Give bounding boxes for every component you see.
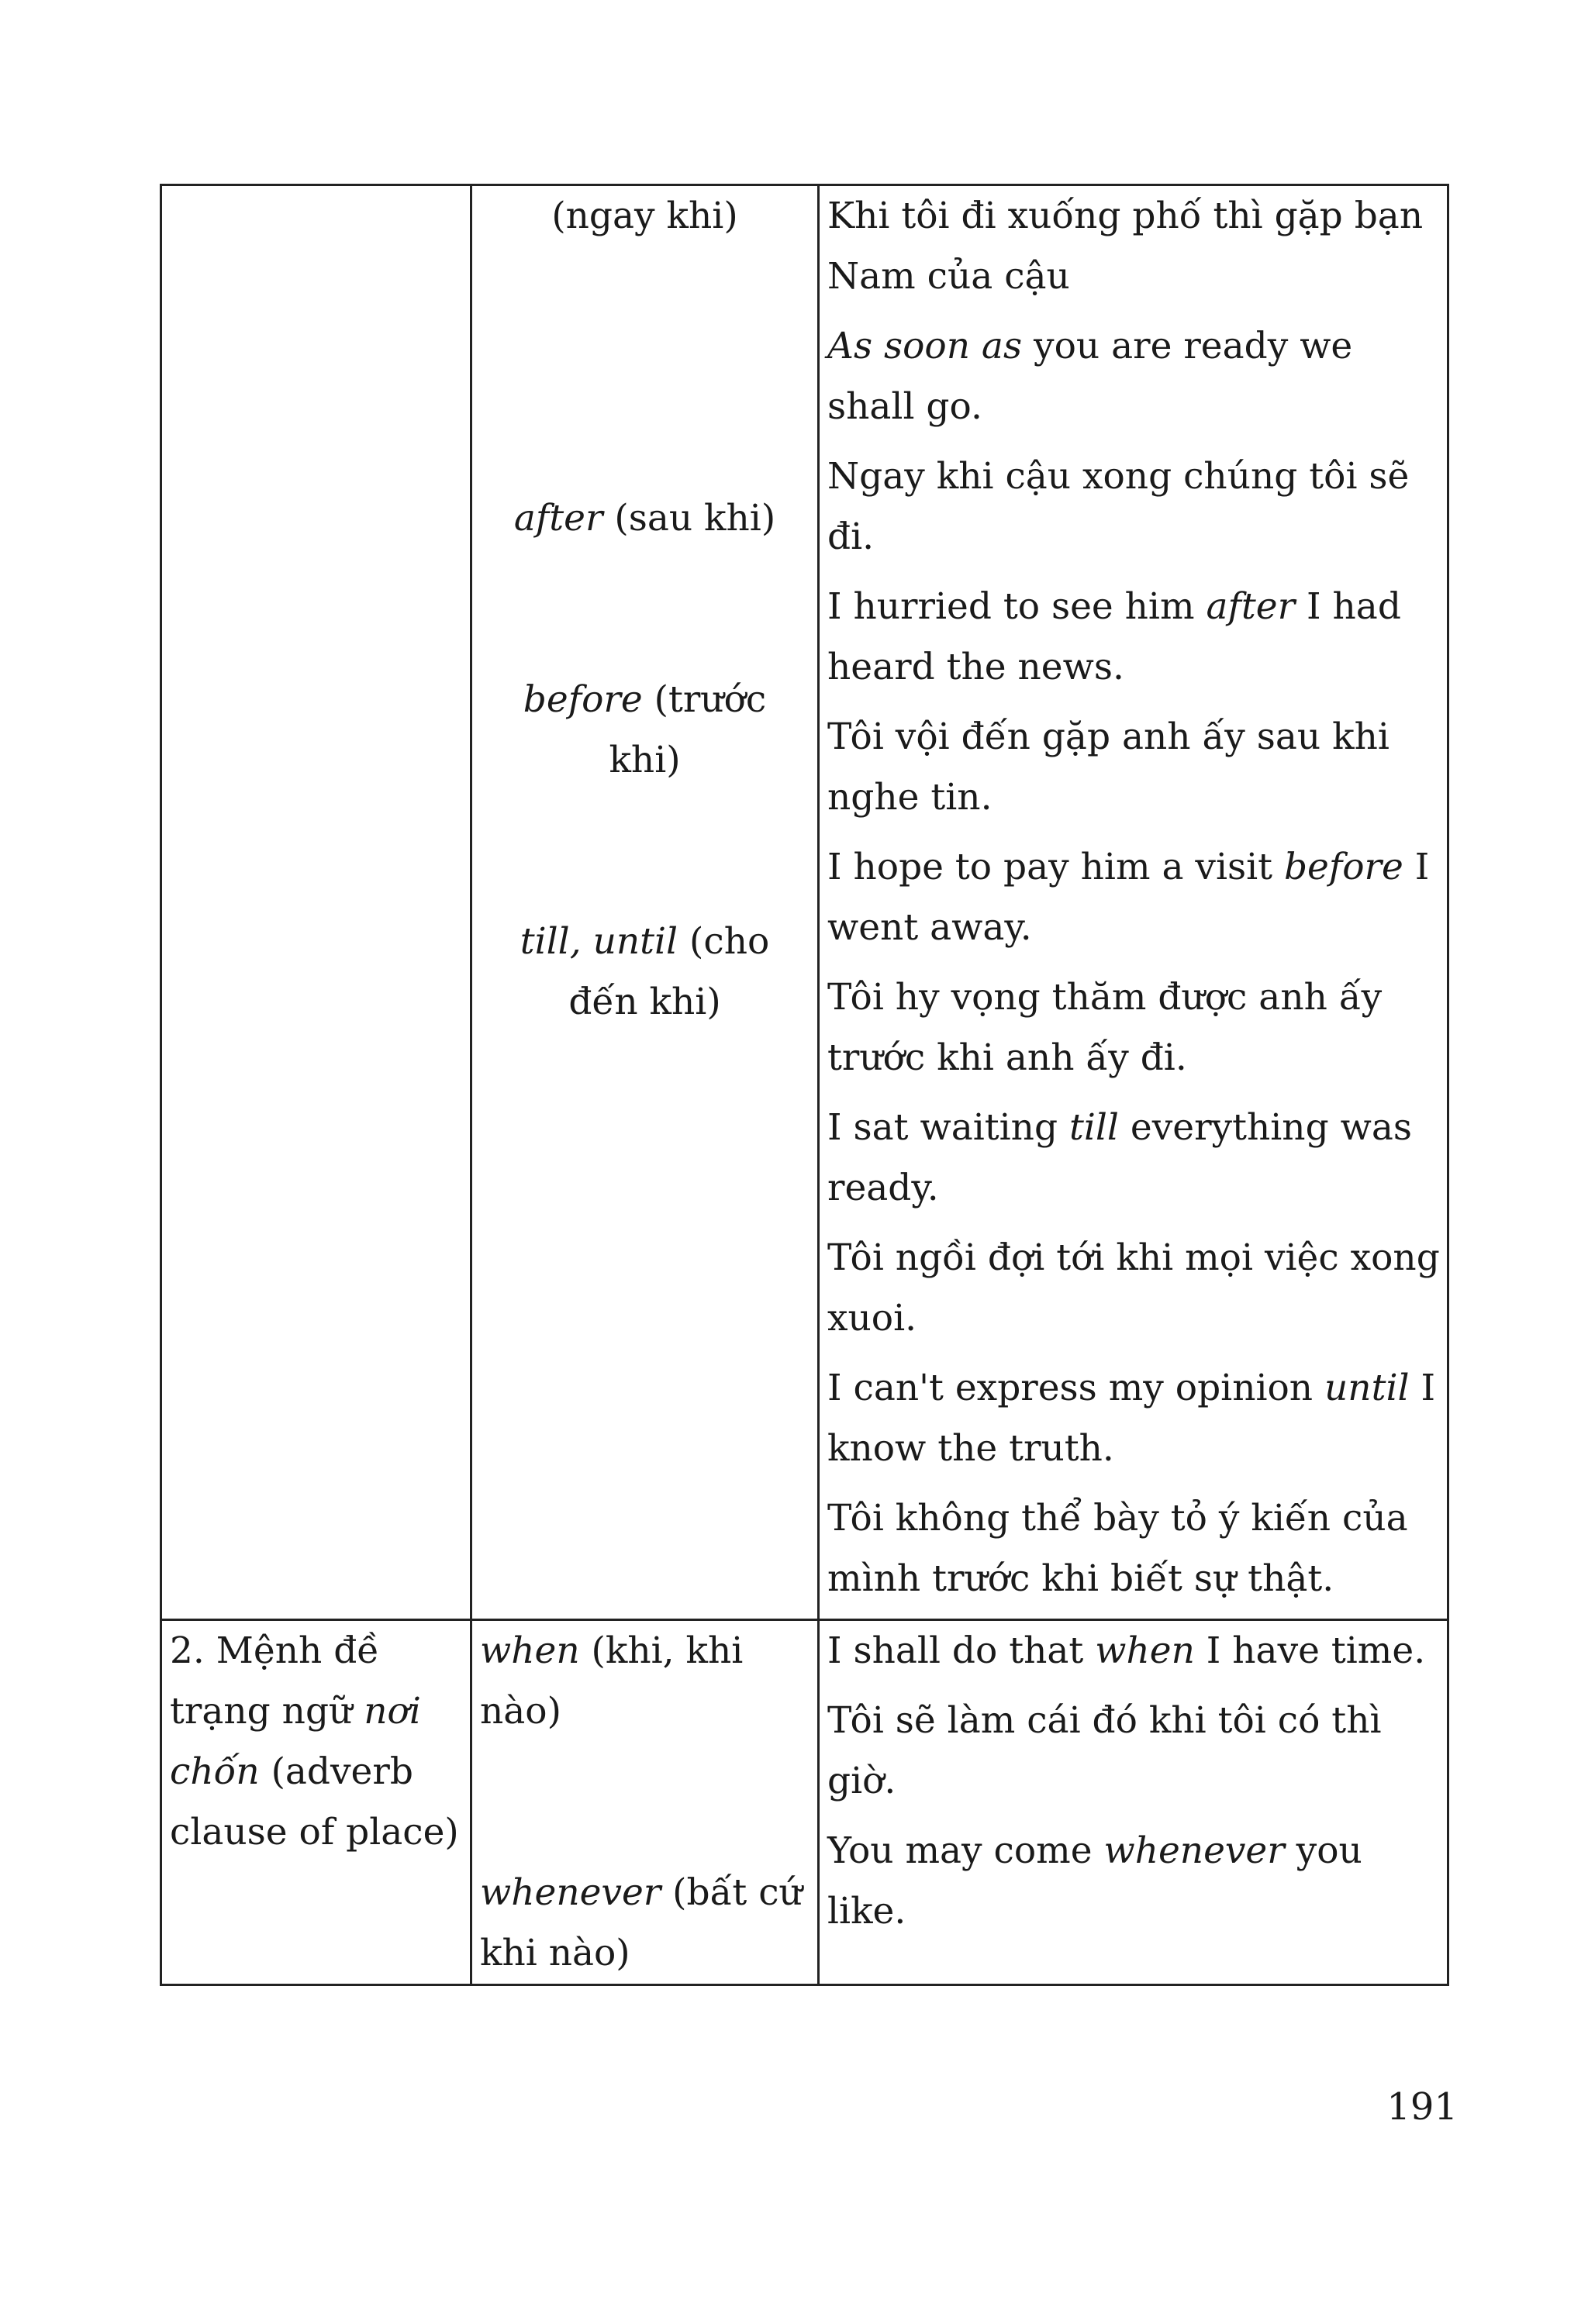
conjunction-entry xyxy=(472,912,817,1033)
italic-term: whenever xyxy=(480,1871,661,1914)
table-row xyxy=(161,185,1448,1620)
text-segment: (sau khi) xyxy=(602,497,776,540)
conjunction-entry xyxy=(472,1621,817,1742)
text-segment: (bất cứ khi nào) xyxy=(480,1871,803,1974)
conjunction-entry xyxy=(472,1863,817,1984)
text-segment: (cho đến khi) xyxy=(568,920,770,1023)
example-sentence xyxy=(820,1228,1447,1349)
text-segment: I had heard the news. xyxy=(827,585,1401,688)
text-segment: 2. Mệnh đề trạng ngữ xyxy=(170,1629,380,1733)
text-segment: Tôi ngồi đợi tới khi mọi việc xong xuoi. xyxy=(827,1236,1440,1340)
conjunction-entry xyxy=(472,488,817,549)
text-segment: (trước khi) xyxy=(609,678,767,781)
text-segment: Tôi sẽ làm cái đó khi tôi có thì giờ. xyxy=(827,1699,1382,1802)
italic-term: whenever xyxy=(1103,1829,1285,1872)
example-sentence xyxy=(820,186,1447,307)
example-sentence xyxy=(820,1691,1447,1812)
italic-term: when xyxy=(480,1629,580,1672)
conjunction-entry xyxy=(472,186,817,247)
example-sentence xyxy=(820,967,1447,1088)
page-number: 191 xyxy=(1386,2085,1458,2129)
text-segment: (adverb clause of place) xyxy=(170,1750,459,1853)
text-segment: You may come xyxy=(827,1829,1104,1872)
text-segment: Ngay khi cậu xong chúng tôi sẽ đi. xyxy=(827,455,1410,558)
example-sentence xyxy=(820,447,1447,567)
italic-term: before xyxy=(523,678,643,721)
text-segment: everything was ready. xyxy=(827,1106,1412,1209)
conjunction-entry xyxy=(472,670,817,791)
category-text xyxy=(162,1621,470,1863)
category-cell xyxy=(161,185,471,1620)
text-segment: I hurried to see him xyxy=(827,585,1207,628)
example-sentence xyxy=(820,1821,1447,1942)
italic-term: till xyxy=(1068,1106,1119,1149)
text-segment: I hope to pay him a visit xyxy=(827,846,1284,888)
category-cell xyxy=(161,1620,471,1985)
italic-term: As soon as xyxy=(827,325,1023,367)
text-segment: (khi, khi nào) xyxy=(480,1629,744,1733)
italic-term: until xyxy=(1324,1367,1410,1409)
example-sentence xyxy=(820,1488,1447,1609)
italic-term: after xyxy=(1206,585,1296,628)
example-sentence xyxy=(820,316,1447,437)
italic-term: nơi chốn xyxy=(170,1690,421,1793)
italic-term: after xyxy=(513,497,603,540)
text-segment: I have time. xyxy=(1194,1629,1426,1672)
italic-term: till, until xyxy=(520,920,678,963)
text-segment: I shall do that xyxy=(827,1629,1096,1672)
table-row xyxy=(161,1620,1448,1985)
text-segment: I know the truth. xyxy=(827,1367,1436,1470)
text-segment: you like. xyxy=(827,1829,1362,1933)
example-sentence xyxy=(820,1098,1447,1219)
text-segment: Khi tôi đi xuống phố thì gặp bạn Nam của cậu xyxy=(827,195,1424,298)
text-segment: Tôi không thể bày tỏ ý kiến của mình trước khi biết sự thật. xyxy=(827,1497,1408,1600)
text-segment: I can't express my opinion xyxy=(827,1367,1325,1409)
grammar-table xyxy=(160,184,1449,1986)
example-sentence xyxy=(820,1358,1447,1479)
example-sentence xyxy=(820,577,1447,698)
italic-term: before xyxy=(1283,846,1403,888)
text-segment: you are ready we shall go. xyxy=(827,325,1353,428)
example-cell xyxy=(819,1620,1448,1985)
example-cell xyxy=(819,185,1448,1620)
conjunction-cell xyxy=(471,1620,819,1985)
example-sentence xyxy=(820,1621,1447,1681)
conjunction-cell xyxy=(471,185,819,1620)
grammar-table-body xyxy=(161,185,1448,1985)
text-segment: Tôi hy vọng thăm được anh ấy trước khi anh ấy đi. xyxy=(827,976,1383,1079)
text-segment: I went away. xyxy=(827,846,1430,949)
text-segment: Tôi vội đến gặp anh ấy sau khi nghe tin. xyxy=(827,715,1390,819)
text-segment: I sat waiting xyxy=(827,1106,1069,1149)
text-segment: (ngay khi) xyxy=(551,195,738,237)
example-sentence xyxy=(820,707,1447,828)
example-sentence xyxy=(820,837,1447,958)
italic-term: when xyxy=(1095,1629,1195,1672)
